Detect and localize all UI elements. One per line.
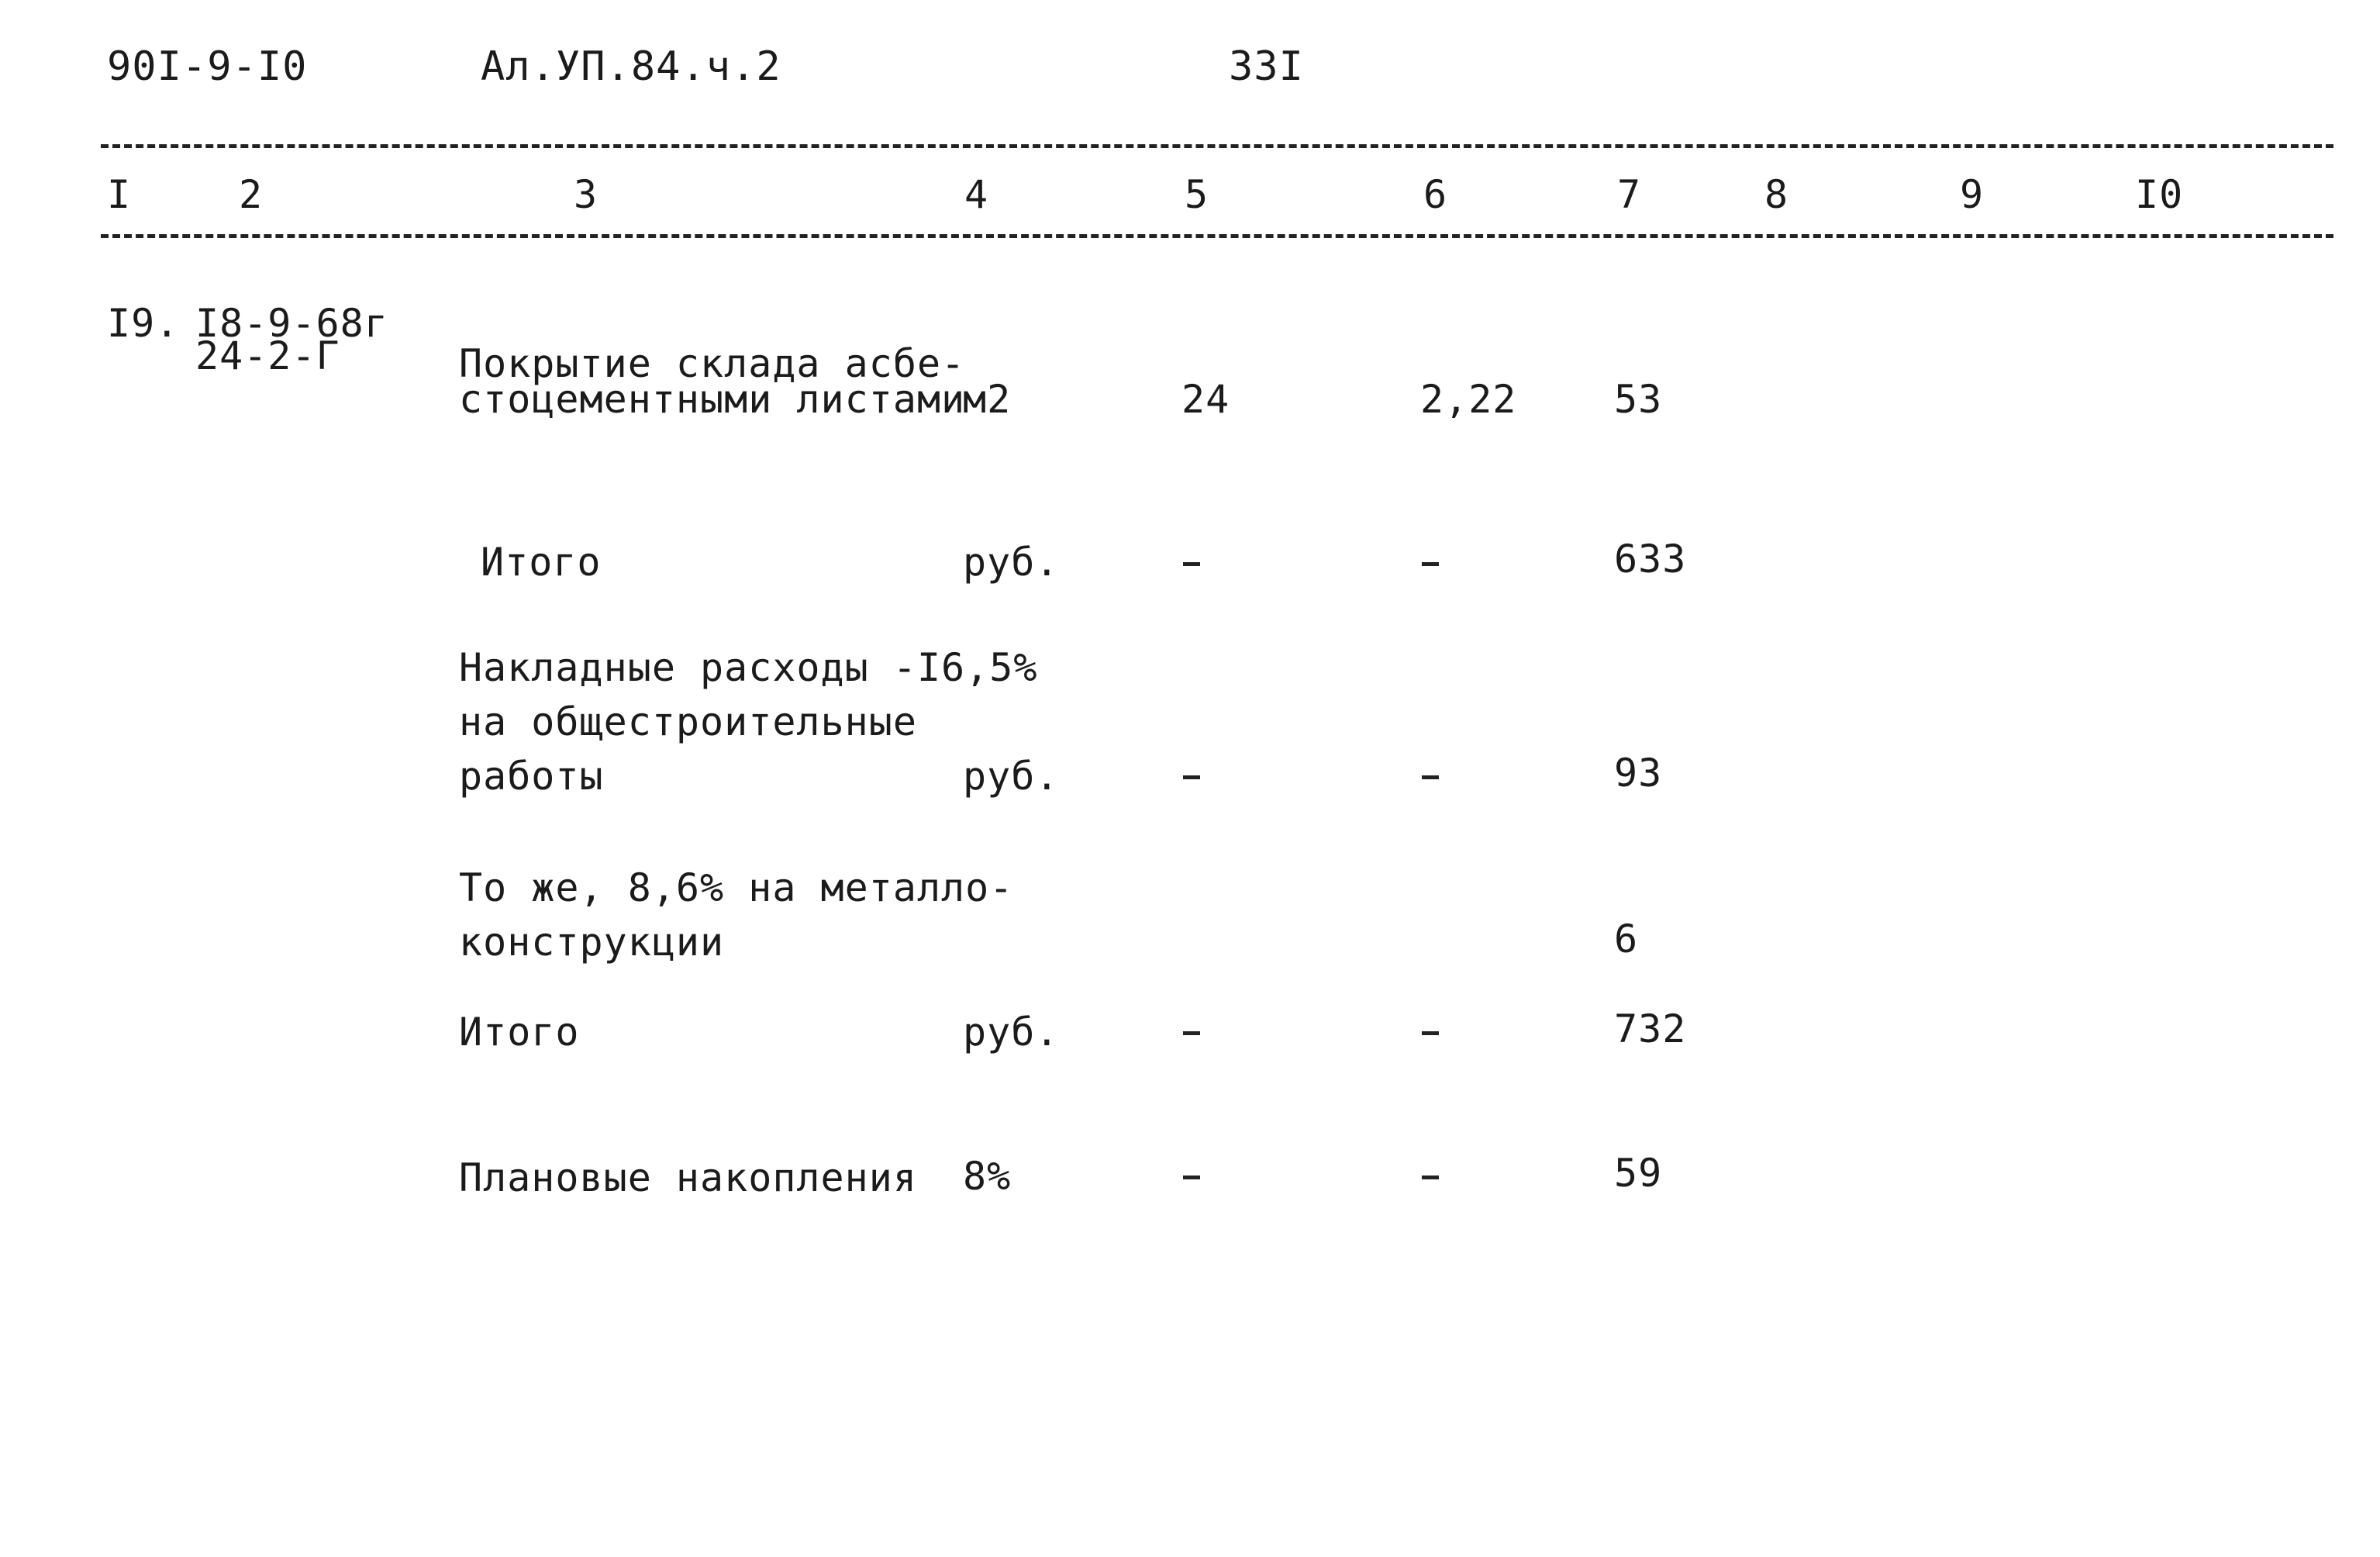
dash-mark (1422, 1031, 1439, 1035)
total-cell: 59 (1614, 1151, 1663, 1196)
unit-cell: руб. (963, 1010, 1060, 1055)
row-number: I9. (107, 301, 180, 346)
total-cell: 6 (1614, 917, 1639, 961)
total-cell: 732 (1614, 1006, 1687, 1051)
dash-mark (1183, 1176, 1200, 1179)
column-header-1: I (107, 172, 132, 217)
work-description: работы (459, 754, 604, 799)
quantity-cell: 24 (1181, 377, 1230, 422)
price-cell: 2,22 (1420, 377, 1517, 422)
column-header-3: 3 (574, 172, 598, 217)
dash-mark (1183, 562, 1200, 566)
dash-mark (1422, 1176, 1439, 1179)
document-code: 90I-9-I0 (107, 43, 308, 90)
work-description: конструкции (459, 920, 725, 965)
total-cell: 633 (1614, 537, 1687, 582)
total-cell: 93 (1614, 751, 1663, 796)
dash-mark (1422, 775, 1439, 779)
total-cell: 53 (1614, 377, 1663, 422)
unit-cell: руб. (963, 754, 1060, 799)
page-number: 33I (1229, 43, 1304, 90)
dash-mark (1183, 775, 1200, 779)
column-header-9: 9 (1960, 172, 1985, 217)
total-label: Итого (459, 1010, 580, 1055)
header-top-rule (101, 144, 2333, 148)
column-header-8: 8 (1764, 172, 1789, 217)
column-header-6: 6 (1423, 172, 1448, 217)
column-header-2: 2 (239, 172, 264, 217)
column-header-10: I0 (2135, 172, 2184, 217)
column-header-7: 7 (1617, 172, 1642, 217)
header-bottom-rule (101, 234, 2333, 238)
work-description: Плановые накопления (459, 1155, 917, 1200)
column-header-5: 5 (1185, 172, 1209, 217)
work-description: на общестроительные (459, 699, 917, 744)
unit-cell: 8% (963, 1154, 1012, 1199)
column-header-4: 4 (964, 172, 989, 217)
norm-code: I8-9-68г (195, 301, 388, 346)
work-description: стоцементными листами (459, 377, 966, 422)
unit-cell: руб. (963, 540, 1060, 585)
subtotal-label: Итого (481, 540, 602, 585)
unit-cell: м2 (963, 377, 1012, 422)
work-description: Покрытие склада асбе- (459, 341, 966, 386)
work-description: То же, 8,6% на металло- (459, 865, 1014, 910)
dash-mark (1422, 562, 1439, 566)
work-description: Накладные расходы -I6,5% (459, 645, 1038, 690)
norm-code: 24-2-Г (195, 333, 340, 378)
dash-mark (1183, 1031, 1200, 1035)
album-reference: Ал.УП.84.ч.2 (481, 43, 781, 90)
